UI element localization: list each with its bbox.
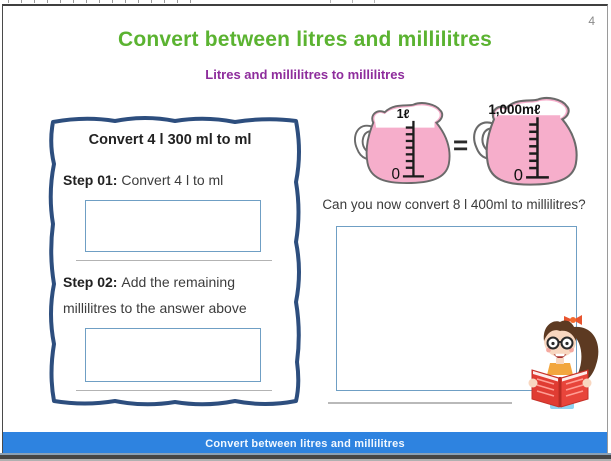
footer-label: Convert between litres and millilitres <box>205 437 405 450</box>
eye <box>565 342 568 345</box>
step-2-text-line2: millilitres to the answer above <box>63 300 247 316</box>
jug-zero-label: 0 <box>513 165 523 185</box>
equals-sign: = <box>453 130 469 160</box>
step-2 <box>63 274 235 290</box>
page-number: 4 <box>588 14 595 28</box>
girl-illustration <box>525 311 607 411</box>
eye <box>551 342 554 345</box>
worksheet-heading: Convert 4 l 300 ml to ml <box>88 132 252 148</box>
neck <box>556 358 564 364</box>
step-2-text-line1: Add the remaining <box>121 274 235 290</box>
jug-1-litre <box>348 96 454 184</box>
step-1 <box>63 172 223 188</box>
book-spine <box>559 377 562 407</box>
step-2-answer-box[interactable] <box>85 328 261 382</box>
slide <box>2 4 608 455</box>
jug-capacity-label: 1,000mℓ <box>488 102 541 118</box>
step-1-answer-box[interactable] <box>85 200 261 252</box>
step-1-text: Convert 4 l to ml <box>121 172 224 188</box>
step-2-label: Step 02: <box>63 274 118 290</box>
cropped-ruler-ticks <box>8 0 203 3</box>
footer-bar <box>3 432 607 455</box>
bow-knot <box>570 317 576 323</box>
practice-question: Can you now convert 8 l 400ml to millilitres? <box>322 197 586 212</box>
divider-line <box>328 402 512 404</box>
worksheet-panel <box>45 112 304 412</box>
slide-title: Convert between litres and millilitres <box>117 28 493 51</box>
hand <box>583 379 592 388</box>
cropped-ruler-ticks <box>330 0 390 3</box>
jug-capacity-label: 1ℓ <box>396 107 410 121</box>
shirt <box>547 363 573 375</box>
step-1-label: Step 01: <box>63 172 118 188</box>
hand <box>529 379 538 388</box>
slide-subtitle: Litres and millilitres to millilitres <box>205 67 405 82</box>
divider-line <box>76 390 272 391</box>
jug-1000-millilitres <box>467 90 581 186</box>
teeth <box>556 354 565 356</box>
divider-line <box>76 260 272 261</box>
jug-zero-label: 0 <box>391 166 401 184</box>
